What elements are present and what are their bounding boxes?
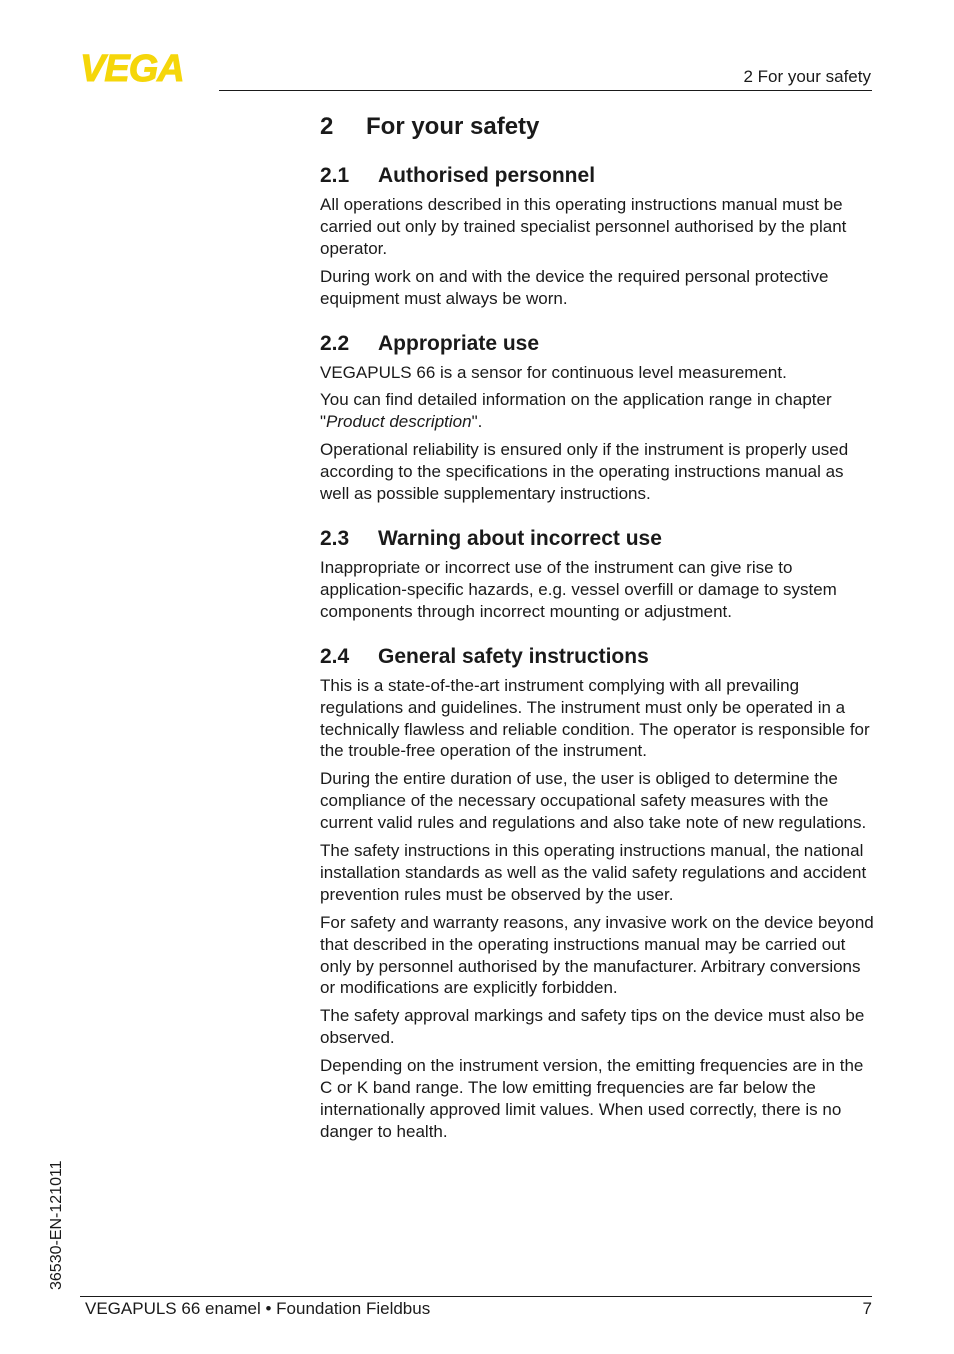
- chapter-number: 2: [320, 113, 334, 140]
- logo-text: VEGA: [80, 50, 184, 84]
- section-number: 2.2: [320, 331, 350, 355]
- page-number: 7: [862, 1299, 872, 1318]
- paragraph: All operations described in this operating instructions manual must be carried out only by trained specialist personnel authorised by the plant operator.: [320, 195, 847, 258]
- paragraph: Depending on the instrument version, the emitting frequencies are in the C or K band range. The low emitting frequencies are far below the internationally approved limit values. When used correctly, there is no danger to health.: [320, 1056, 864, 1141]
- paragraph: Inappropriate or incorrect use of the instrument can give rise to application-specific hazards, e.g. vessel overfill or damage to system components through incorrect mounting or adjustment.: [320, 557, 837, 621]
- section-heading: [320, 330, 876, 358]
- chapter-title: For your safety: [366, 113, 540, 140]
- section-number: 2.3: [320, 526, 350, 550]
- section-general-safety: [320, 643, 876, 1143]
- text-run: ".: [471, 412, 483, 432]
- text-run: You can find detailed information on the application range in chapter ": [320, 390, 832, 432]
- section-title: Warning about incorrect use: [378, 526, 662, 550]
- paragraph: During the entire duration of use, the user is obliged to determine the compliance of the necessary occupational safety measures with the current valid rules and regulations and also take note of new regulations.: [320, 769, 867, 833]
- footer-title: VEGAPULS 66 enamel • Foundation Fieldbus: [85, 1299, 431, 1318]
- section-authorised-personnel: [320, 162, 876, 310]
- document-code: 36530-EN-121011: [48, 1160, 65, 1290]
- chapter-reference: Product description: [326, 412, 472, 432]
- section-number: 2.1: [320, 164, 350, 187]
- section-heading: [320, 643, 876, 671]
- section-title: Appropriate use: [378, 331, 540, 355]
- paragraph: During work on and with the device the required personal protective equipment must always be worn.: [320, 266, 829, 308]
- paragraph: Operational reliability is ensured only if the instrument is properly used according to the specifications in the operating instructions manual as well as possible supplementary instructions.: [320, 440, 849, 504]
- section-title: Authorised personnel: [378, 164, 596, 187]
- section-title: General safety instructions: [378, 644, 649, 668]
- footer-divider: [80, 1296, 872, 1297]
- paragraph: This is a state-of-the-art instrument complying with all prevailing regulations and guidelines. The instrument must only be operated in a technically flawless and reliable condition. The operator is responsible for the trouble-free operation of the instrument.: [320, 675, 870, 761]
- section-appropriate-use: [320, 330, 876, 505]
- header-divider: [219, 90, 872, 91]
- chapter-heading: [320, 110, 876, 144]
- section-warning-incorrect-use: [320, 525, 876, 623]
- section-number: 2.4: [320, 644, 350, 668]
- running-header: 2 For your safety: [743, 67, 871, 86]
- paragraph-product-description: [320, 389, 876, 433]
- paragraph: For safety and warranty reasons, any invasive work on the device beyond that described in the operating instructions manual may be carried out only by personnel authorised by the manufacturer. Arbitrary conversions or modifications are explicitly forbidden.: [320, 912, 874, 998]
- section-heading: [320, 162, 876, 190]
- vega-logo: [80, 50, 212, 84]
- page-content: [320, 110, 876, 1143]
- paragraph: VEGAPULS 66 is a sensor for continuous level measurement.: [320, 362, 787, 382]
- section-heading: [320, 525, 876, 553]
- paragraph: The safety instructions in this operating instructions manual, the national installation standards as well as the valid safety regulations and accident prevention rules must be observed by the user.: [320, 841, 867, 904]
- paragraph: The safety approval markings and safety tips on the device must also be observed.: [320, 1006, 865, 1048]
